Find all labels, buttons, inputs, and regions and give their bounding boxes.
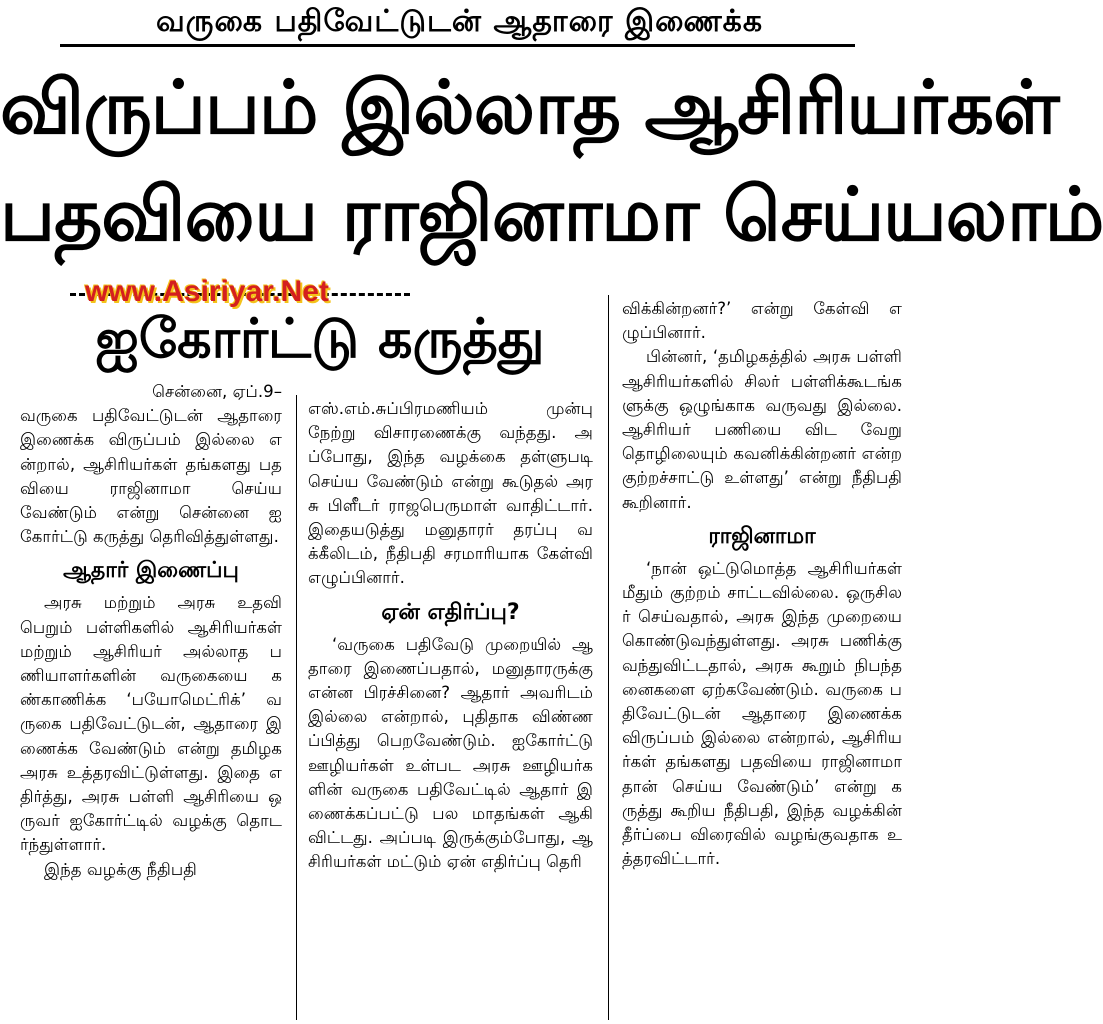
kicker-headline: வருகை பதிவேட்டுடன் ஆதாரை இணைக்க [155,4,764,39]
sub-headline: ஐகோர்ட்டு கருத்து [95,307,545,370]
paragraph: விக்கின்றனர்?’ என்று கேள்வி எழுப்பினார். [622,299,902,343]
paragraph: ‘வருகை பதிவேடு முறையில் ஆதாரை இணைப்பதால், மனுதாரருக்கு என்ன பிரச்சினை? ஆதார் அவரிடம் இல்லை என்றால், புதிதாக விண்ணப்பித்து பெறவேண்டும். ஐகோர்ட்டு ஊழியர்கள் உள்பட அரசு ஊழியர்களின் வருகை பதிவேட்டில் ஆதார் இணைக்கப்பட்டு பல மாதங்கள் ஆகி விட்டது. அப்படி இருக்கும்போது, ஆசிரியர்கள் மட்டும் ஏன் எதிர்ப்பு தெரி [308,634,593,872]
subheading-resignation: ராஜினாமா [708,523,816,549]
article-column-3 [622,297,902,871]
column-divider-2 [608,295,609,1020]
dateline: சென்னை, ஏப்.9– [152,382,282,401]
subheading-why-oppose: ஏன் எதிர்ப்பு? [381,599,520,625]
article-column-1 [20,380,282,882]
paragraph: அரசு மற்றும் அரசு உதவி பெறும் பள்ளிகளில் ஆசிரியர்கள் மற்றும் ஆசிரியர் அல்லாத பணியாளர்களின் வருகையை கண்காணிக்க ‘பயோமெட்ரிக்’ வருகை பதிவேட்டுடன், ஆதாரை இணைக்க வேண்டும் என்று தமிழக அரசு உத்தரவிட்டுள்ளது. இதை எதிர்த்து, அரசு பள்ளி ஆசிரியை ஒருவர் ஐகோர்ட்டில் வழக்கு தொடர்ந்துள்ளார். [20,593,282,855]
subheading-aadhaar-link: ஆதார் இணைப்பு [63,558,239,584]
main-headline-line-1: விருப்பம் இல்லாத ஆசிரியர்கள் [0,65,1059,151]
paragraph: இந்த வழக்கு நீதிபதி [44,859,197,879]
paragraph: எஸ்.எம்.சுப்பிரமணியம் முன்பு நேற்று விசாரணைக்கு வந்தது. அப்போது, இந்த வழக்கை தள்ளுபடி செய்ய வேண்டும் என்று கூடுதல் அரசு பிளீடர் ராஜபெருமாள் வாதிட்டார். இதையடுத்து மனுதாரர் தரப்பு வக்கீலிடம், நீதிபதி சரமாரியாக கேள்வி எழுப்பினார். [308,399,593,588]
article-column-2 [308,397,593,875]
paragraph: ‘நான் ஒட்டுமொத்த ஆசிரியர்கள் மீதும் குற்றம் சாட்டவில்லை. ஒருசிலர் செய்வதால், அரசு இந்த முறையை கொண்டுவந்துள்ளது. அரசு பணிக்கு வந்துவிட்டதால், அரசு கூறும் நிபந்தனைகளை ஏற்கவேண்டும். வருகை பதிவேட்டுடன் ஆதாரை இணைக்க விருப்பம் இல்லை என்றால், ஆசிரியர்கள் தங்களது பதவியை ராஜினாமா தான் செய்ய வேண்டும்’ என்று கருத்து கூறிய நீதிபதி, இந்த வழக்கின் தீர்ப்பை விரைவில் வழங்குவதாக உத்தரவிட்டார். [622,558,902,869]
column-divider-1 [296,395,297,1020]
paragraph: வருகை பதிவேட்டுடன் ஆதாரை இணைக்க விருப்பம் இல்லை என்றால், ஆசிரியர்கள் தங்களது பதவியை ராஜினாமா செய்ய வேண்டும் என்று சென்னை ஐகோர்ட்டு கருத்து தெரிவித்துள்ளது. [20,406,282,547]
watermark-logo: www.Asiriyar.Net [85,275,329,308]
kicker-divider [60,44,855,47]
paragraph: பின்னர், ‘தமிழகத்தில் அரசு பள்ளி ஆசிரியர்களில் சிலர் பள்ளிக்கூடங்களுக்கு ஒழுங்காக வருவது இல்லை. ஆசிரியர் பணியை விட வேறு தொழிலையும் கவனிக்கின்றனர் என்ற குற்றச்சாட்டு உள்ளது’ என்று நீதிபதி கூறினார். [622,347,902,512]
main-headline-line-2: பதவியை ராஜினாமா செய்யலாம் [0,172,1103,258]
